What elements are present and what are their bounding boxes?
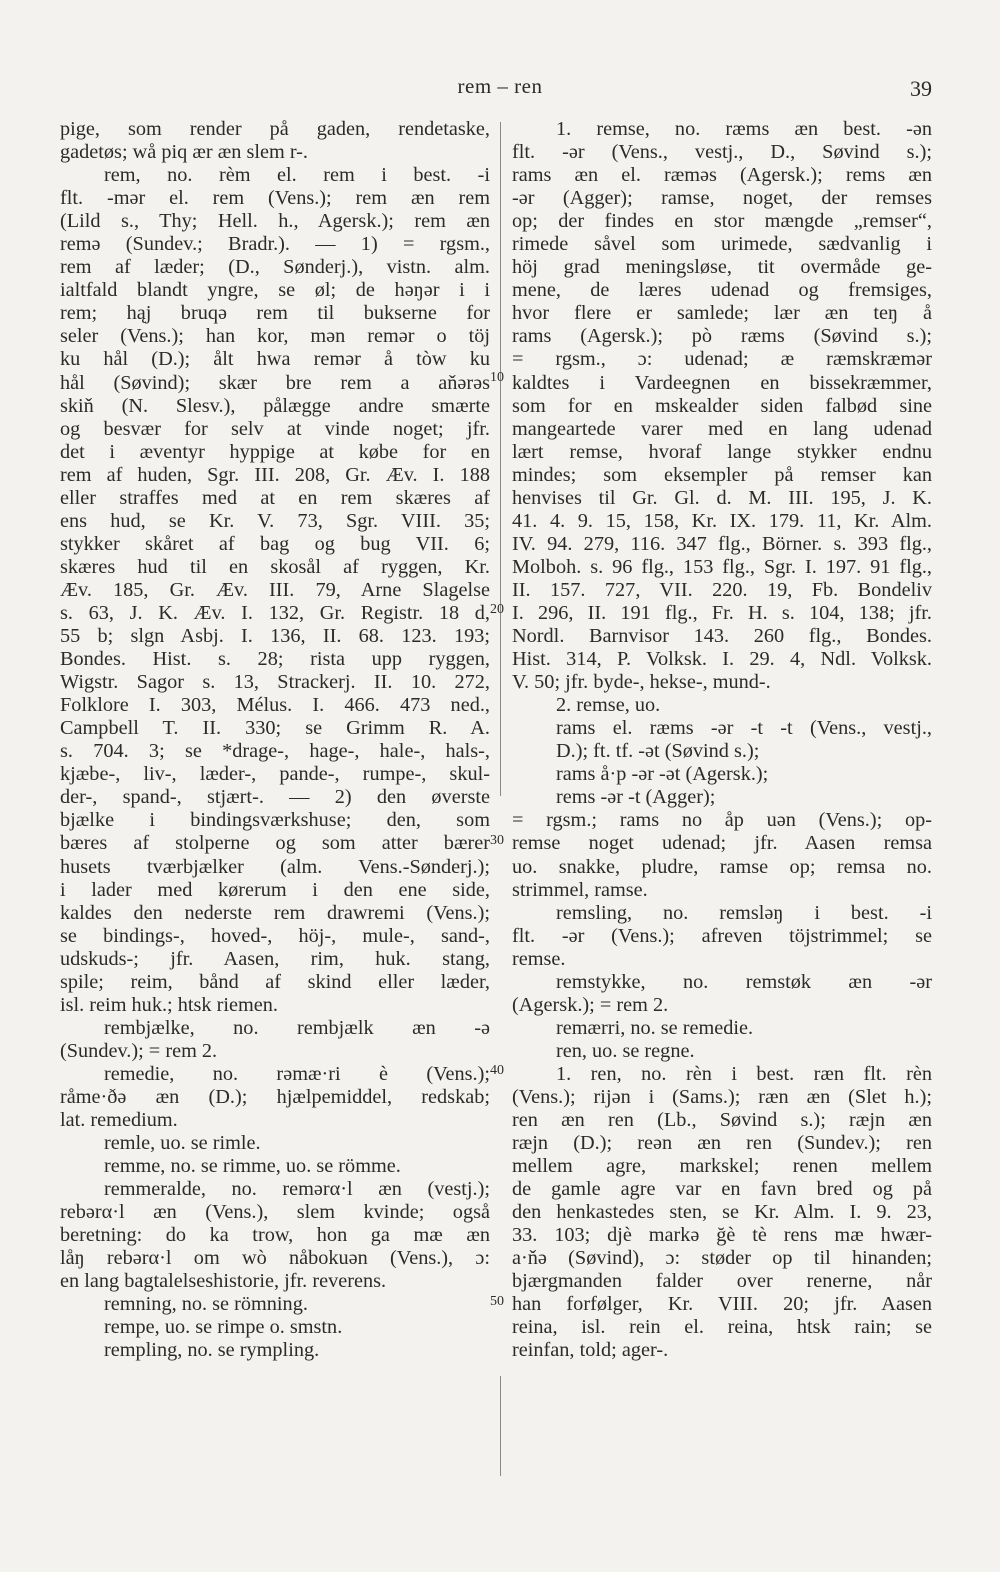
text-line: strimmel, ramse. — [512, 878, 648, 901]
text-line: stykker skåret af bag og bug VII. 6; — [60, 532, 490, 555]
text-line: rem; hąj bruqə rem til bukserne for — [60, 302, 490, 325]
text-line: flt. -ər (Vens., vestj., D., Søvind s.); — [512, 141, 932, 164]
text-line: Molboh. s. 96 flg., 153 flg., Sgr. I. 197. 91 flg., — [512, 555, 932, 578]
text-line: bæres af stolperne og som atter bærer — [60, 832, 490, 855]
text-line: rimede såvel som urimede, sædvanlig i — [512, 233, 932, 256]
text-line: remmeralde, no. remərα·l æn (vestj.); — [104, 1178, 490, 1201]
text-line: i lader med kørerum i den ene side, — [60, 878, 490, 901]
text-line: henvises til Gr. Gl. d. M. III. 195, J. K. — [512, 486, 932, 509]
page-number: 39 — [910, 76, 932, 101]
text-line: rams æn el. ræməs (Agersk.); rems æn — [512, 164, 932, 187]
text-line: ens hud, se Kr. V. 73, Sgr. VIII. 35; — [60, 509, 490, 532]
text-line: den henkastedes sten, se Kr. Alm. I. 9. 23, — [512, 1201, 932, 1224]
text-line: -ər (Agger); ramse, noget, der remses — [512, 187, 932, 210]
text-line: beretning: do ka trow, hon ga mæ æn — [60, 1224, 490, 1247]
text-line: (Sundev.); = rem 2. — [60, 1039, 218, 1062]
text-line: mene, de læres udenad og fremsiges, — [512, 279, 932, 302]
left-column — [60, 118, 490, 1363]
text-line: remle, uo. se rimle. — [104, 1132, 261, 1155]
text-line: (Agersk.); = rem 2. — [512, 993, 669, 1016]
text-line: som for en mskealder siden falbød sine — [512, 394, 932, 417]
text-line: remə (Sundev.; Bradr.). — 1) = rgsm., — [60, 233, 490, 256]
text-line: Hist. 314, P. Volksk. I. 29. 4, Ndl. Volksk. — [512, 648, 932, 671]
running-head: rem – ren — [457, 74, 543, 98]
text-line: der-, spand-, stjært-. — 2) den øverste — [60, 786, 490, 809]
text-line: seler (Vens.); han kor, mən remər o töj — [60, 325, 490, 348]
text-line: rembjælke, no. rembjælk æn -ə — [104, 1016, 490, 1039]
text-line: hvor flere er samlede; lær æn teŋ å — [512, 302, 932, 325]
text-line: reinfan, told; ager-. — [512, 1339, 669, 1362]
text-line: flt. -ər (Vens.); afreven töjstrimmel; se — [512, 924, 932, 947]
text-line: skiň (N. Slesv.), pålægge andre smærte — [60, 394, 490, 417]
column-divider — [500, 1376, 501, 1476]
text-line: han forfølger, Kr. VIII. 20; jfr. Aasen — [512, 1293, 932, 1316]
text-line: reina, isl. rein el. reina, htsk rain; se — [512, 1316, 932, 1339]
text-line: råme·ðə æn (D.); hjælpemiddel, redskab; — [60, 1085, 490, 1108]
text-line: II. 157. 727, VII. 220. 19, Fb. Bondeliv — [512, 578, 932, 601]
right-column — [512, 118, 932, 1363]
text-line: kjæbe-, liv-, læder-, pande-, rumpe-, skul- — [60, 763, 490, 786]
text-line: remme, no. se rimme, uo. se römme. — [104, 1155, 401, 1178]
text-line: lat. remedium. — [60, 1109, 178, 1132]
text-line: de gamle agre var en favn bred og på — [512, 1178, 932, 1201]
line-number: 50 — [490, 1294, 504, 1309]
text-line: bjælke i bindingsværkshuse; den, som — [60, 809, 490, 832]
text-line: IV. 94. 279, 116. 347 flg., Börner. s. 393 flg., — [512, 532, 932, 555]
text-line: V. 50; jfr. byde-, hekse-, mund-. — [512, 671, 771, 694]
text-line: rem af læder; (D., Sønderj.), vistn. alm. — [60, 256, 490, 279]
text-line: 1. ren, no. rèn i best. ræn flt. rèn — [556, 1062, 932, 1085]
text-line: Folklore I. 303, Mélus. I. 466. 473 ned., — [60, 694, 490, 717]
text-line: höj grad meningsløse, tit overmåde ge- — [512, 256, 932, 279]
text-line: s. 63, J. K. Æv. I. 132, Gr. Registr. 18 d, — [60, 601, 490, 624]
text-line: D.); ft. tf. -ət (Søvind s.); — [556, 740, 760, 763]
text-line: ren æn ren (Lb., Søvind s.); ræjn æn — [512, 1109, 932, 1132]
text-line: rebərα·l æn (Vens.), slem kvinde; også — [60, 1201, 490, 1224]
text-line: 1. remse, no. ræms æn best. -ən — [556, 118, 932, 140]
text-line: ræjn (D.); reən æn ren (Sundev.); ren — [512, 1132, 932, 1155]
text-line: Nordl. Barnvisor 143. 260 flg., Bondes. — [512, 625, 932, 648]
text-line: husets tværbjælker (alm. Vens.-Sønderj.); — [60, 855, 490, 878]
text-line: 2. remse, uo. — [556, 694, 661, 717]
text-line: (Lild s., Thy; Hell. h., Agersk.); rem æn — [60, 210, 490, 233]
text-line: rem, no. rèm el. rem i best. -i — [104, 164, 490, 187]
text-line: I. 296, II. 191 flg., Fr. H. s. 104, 138; jfr. — [512, 601, 932, 624]
text-line: rem af huden, Sgr. III. 208, Gr. Æv. I. 188 — [60, 463, 490, 486]
text-line: rems -ər -t (Agger); — [556, 786, 716, 809]
text-line: Æv. 185, Gr. Æv. III. 79, Arne Slagelse — [60, 578, 490, 601]
text-line: isl. reim huk.; htsk riemen. — [60, 993, 278, 1016]
text-line: Campbell T. II. 330; se Grimm R. A. — [60, 717, 490, 740]
text-line: uo. snakke, pludre, ramse op; remsa no. — [512, 855, 932, 878]
text-line: remse. — [512, 947, 566, 970]
text-line: Wigstr. Sagor s. 13, Strackerj. II. 10. 272, — [60, 671, 490, 694]
text-line: lært remse, hvoraf lange stykker endnu — [512, 440, 932, 463]
text-line: kaldtes i Vardeegnen en bissekræmmer, — [512, 371, 932, 394]
text-line: remstykke, no. remstøk æn -ər — [556, 970, 932, 993]
line-number: 20 — [490, 602, 504, 617]
text-line: 41. 4. 9. 15, 158, Kr. IX. 179. 11, Kr. Alm. — [512, 509, 932, 532]
text-line: = rgsm., ɔ: udenad; æ ræmskræmər — [512, 348, 932, 371]
text-line: og besvær for selv at vinde noget; jfr. — [60, 417, 490, 440]
text-line: pige, som render på gaden, rendetaske, — [60, 118, 490, 140]
text-line: Bondes. Hist. s. 28; rista upp ryggen, — [60, 648, 490, 671]
text-line: en lang bagtalelseshistorie, jfr. reverens. — [60, 1270, 387, 1293]
text-line: mangeartede varer med en lang udenad — [512, 417, 932, 440]
text-line: op; der findes en stor mængde „remser“, — [512, 210, 932, 233]
text-line: 33. 103; djè markə ğè tè rens mæ hwær- — [512, 1224, 932, 1247]
text-line: rempling, no. se rympling. — [104, 1339, 320, 1362]
text-line: rams (Agersk.); pò ræms (Søvind s.); — [512, 325, 932, 348]
text-line: flt. -mər el. rem (Vens.); rem æn rem — [60, 187, 490, 210]
text-line: spile; reim, bånd af skind eller læder, — [60, 970, 490, 993]
text-line: a·ňə (Søvind), ɔ: støder op til hinanden; — [512, 1247, 932, 1270]
text-line: (Vens.); rijən i (Sams.); ræn æn (Slet h.); — [512, 1085, 932, 1108]
text-line: kaldes den nederste rem drawremi (Vens.); — [60, 901, 490, 924]
text-line: ren, uo. se regne. — [556, 1039, 695, 1062]
text-line: rams el. ræms -ər -t -t (Vens., vestj., — [556, 717, 932, 740]
text-line: se bindings-, hoved-, höj-, mule-, sand-, — [60, 924, 490, 947]
text-line: remsling, no. remsləŋ i best. -i — [556, 901, 932, 924]
text-line: remedie, no. rəmæ·ri è (Vens.); — [104, 1062, 490, 1085]
text-line: = rgsm.; rams no åp uən (Vens.); op- — [512, 809, 932, 832]
text-line: det i æventyr hyppige at købe for en — [60, 440, 490, 463]
line-number: 30 — [490, 833, 504, 848]
text-line: rempe, uo. se rimpe o. smstn. — [104, 1316, 343, 1339]
text-line: udskuds-; jfr. Aasen, rim, huk. stang, — [60, 947, 490, 970]
text-line: s. 704. 3; se *drage-, hage-, hale-, hals-, — [60, 740, 490, 763]
text-line: bjærgmanden falder over renerne, når — [512, 1270, 932, 1293]
text-line: låŋ rebərα·l om wò nåbokuən (Vens.), ɔ: — [60, 1247, 490, 1270]
text-line: ku hål (D.); ålt hwa remər å tòw ku — [60, 348, 490, 371]
text-line: 55 b; slgn Asbj. I. 136, II. 68. 123. 193; — [60, 625, 490, 648]
text-line: eller straffes med at en rem skæres af — [60, 486, 490, 509]
text-line: rams å·p -ər -ət (Agersk.); — [556, 763, 769, 786]
line-number: 40 — [490, 1063, 504, 1078]
text-line: gadetøs; wå piq ær æn slem r-. — [60, 141, 308, 164]
text-line: remse noget udenad; jfr. Aasen remsa — [512, 832, 932, 855]
text-line: hål (Søvind); skær bre rem a aňərəs — [60, 371, 490, 394]
text-line: mellem agre, markskel; renen mellem — [512, 1155, 932, 1178]
line-number: 10 — [490, 370, 504, 385]
text-line: ialtfald blandt yngre, se øl; de həŋər i i — [60, 279, 490, 302]
text-line: remning, no. se römning. — [104, 1293, 308, 1316]
column-divider — [500, 676, 501, 796]
text-line: remærri, no. se remedie. — [556, 1016, 754, 1039]
text-line: skæres hud til en skosål af ryggen, Kr. — [60, 555, 490, 578]
text-line: mindes; som eksempler på remser kan — [512, 463, 932, 486]
